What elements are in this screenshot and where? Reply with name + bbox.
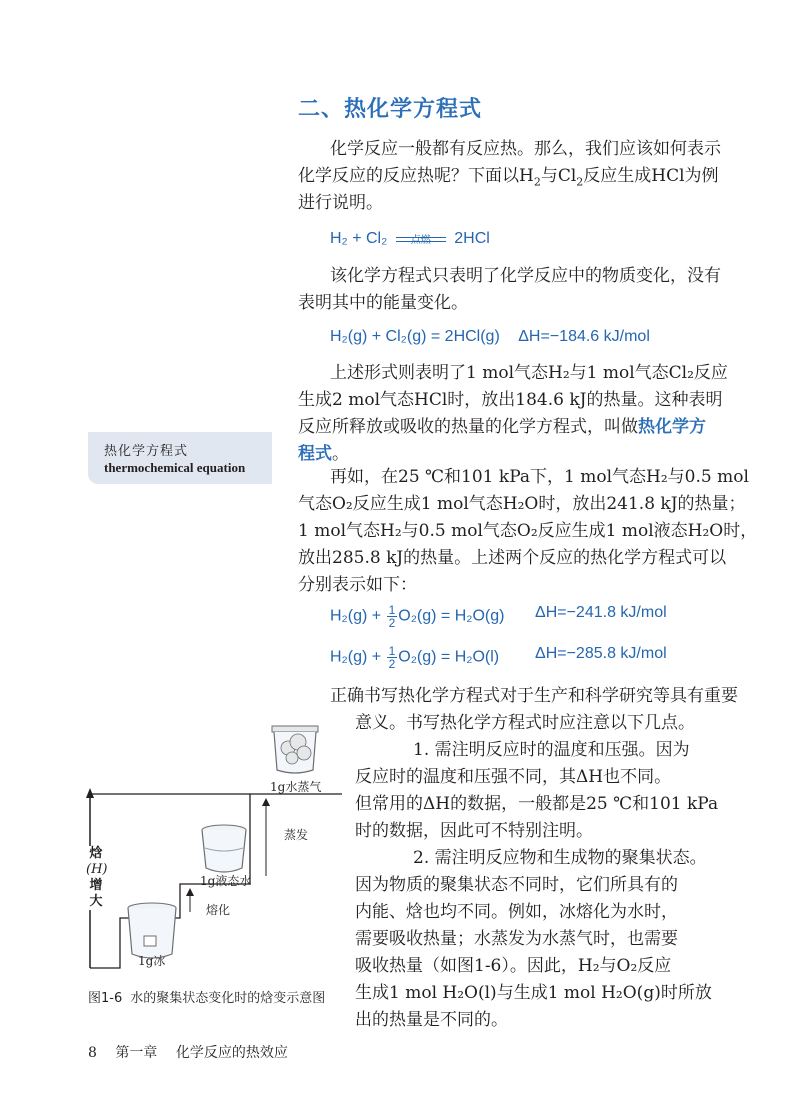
axis-arrowhead <box>86 788 94 798</box>
para5-line-1: 正确书写热化学方程式对于生产和科学研究等具有重要 <box>330 686 738 706</box>
para4-line-2: 气态O₂反应生成1 mol气态H₂O时，放出241.8 kJ的热量； <box>298 494 746 514</box>
intro-line-2: 化学反应的反应热呢？下面以$H_2$与$Cl_2$反应生成HCl为例 <box>298 166 719 189</box>
para4-line-1: 再如，在25 ℃和101 kPa下，1 mol气态H₂与0.5 mol <box>330 467 749 487</box>
point2-line-4: 需要吸收热量；水蒸发为水蒸气时，也需要 <box>355 929 678 949</box>
point2-line-2: 因为物质的聚集状态不同时，它们所具有的 <box>355 875 678 895</box>
glossary-term-en: thermochemical equation <box>104 460 246 475</box>
point2-line-3: 内能、焓也均不同。例如，冰熔化为水时， <box>355 902 678 922</box>
evaporate-label: 蒸发 <box>284 828 309 842</box>
para3-line-2: 生成2 mol气态HCl时，放出184.6 kJ的热量。这种表明 <box>298 390 723 410</box>
ice-beaker <box>128 903 176 958</box>
melt-arrowhead <box>186 888 194 896</box>
point1-line-4: 时的数据，因此可不特别注明。 <box>355 821 593 841</box>
water-beaker <box>202 825 246 872</box>
para2-line-2: 表明其中的能量变化。 <box>298 293 468 313</box>
equation-4-dh: ΔH=−285.8 kJ/mol <box>535 645 667 662</box>
equation-2: H₂(g) + Cl₂(g) = 2HCl(g) ΔH=−184.6 kJ/mol <box>330 328 650 345</box>
page-footer <box>88 1042 302 1062</box>
point1-line-3: 但常用的ΔH的数据，一般都是25 ℃和101 kPa <box>355 794 719 814</box>
melt-label: 熔化 <box>206 903 231 917</box>
enthalpy-axis-label: 焓 (H) 增大 <box>86 846 108 909</box>
glossary-term-zh: 热化学方程式 <box>104 444 189 459</box>
para4-line-4: 放出285.8 kJ的热量。上述两个反应的热化学方程式可以 <box>298 548 727 568</box>
figure-caption: 图1-6 水的聚集状态变化时的焓变示意图 <box>88 991 326 1006</box>
intro-line-3: 进行说明。 <box>298 193 383 213</box>
point1-line-1: 1. 需注明反应时的温度和压强。因为 <box>413 740 690 760</box>
point2-line-7: 出的热量是不同的。 <box>355 1010 508 1030</box>
point2-line-6: 生成1 mol H₂O(l)与生成1 mol H₂O(g)时所放 <box>355 983 712 1003</box>
evaporate-arrowhead <box>262 798 270 806</box>
para4-line-5: 分别表示如下： <box>298 575 417 595</box>
equation-1: H₂ + Cl₂ 点燃 2HCl <box>330 230 490 247</box>
para3-line-1: 上述形式则表明了1 mol气态H₂与1 mol气态Cl₂反应 <box>330 363 728 383</box>
point1-line-2: 反应时的温度和压强不同，其ΔH也不同。 <box>355 767 672 787</box>
intro-line-1: 化学反应一般都有反应热。那么，我们应该如何表示 <box>330 139 721 159</box>
para2-line-1: 该化学方程式只表明了化学反应中的物质变化，没有 <box>330 266 721 286</box>
condition-label: 点燃 <box>410 235 431 246</box>
enthalpy-diagram <box>80 718 352 978</box>
equation-3-dh: ΔH=−241.8 kJ/mol <box>535 604 667 621</box>
vapor-beaker <box>272 726 318 773</box>
point2-line-5: 吸收热量（如图1-6）。因此，H₂与O₂反应 <box>355 956 672 976</box>
term-highlight: 热化学方 <box>638 417 706 437</box>
page-number: 8 <box>88 1045 97 1061</box>
ice-label: 1g冰 <box>138 954 166 968</box>
point2-line-1: 2. 需注明反应物和生成物的聚集状态。 <box>413 848 707 868</box>
para3-line-4: 程式。 <box>298 444 349 464</box>
liquid-label: 1g液态水 <box>200 874 252 888</box>
equation-3: H₂(g) + $\frac{1}{2}$ O₂(g) = H₂O(g) <box>330 603 505 630</box>
vapor-label: 1g水蒸气 <box>270 780 322 794</box>
chapter-number: 第一章 <box>115 1045 158 1061</box>
chapter-title: 化学反应的热效应 <box>175 1045 288 1061</box>
section-title: 二、热化学方程式 <box>298 97 483 122</box>
para3-line-3: 反应所释放或吸收的热量的化学方程式，叫做热化学方 <box>298 417 706 437</box>
para5-line-2: 意义。书写热化学方程式时应注意以下几点。 <box>355 713 695 733</box>
para4-line-3: 1 mol气态H₂与0.5 mol气态O₂反应生成1 mol液态H₂O时， <box>298 521 758 541</box>
equation-4: H₂(g) + $\frac{1}{2}$ O₂(g) = H₂O(l) <box>330 644 500 671</box>
